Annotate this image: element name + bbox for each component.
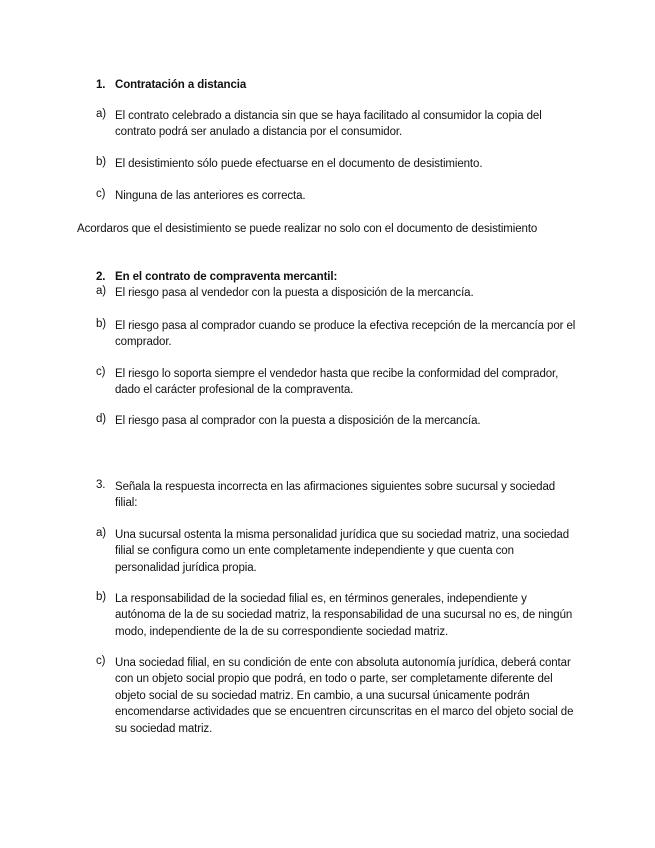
option-text: El riesgo pasa al comprador cuando se produce la efectiva recepción de la mercancía por el comprador. — [115, 320, 576, 349]
option-label: c) — [96, 655, 106, 667]
question-1-option-a — [96, 108, 576, 142]
option-label: b) — [96, 591, 107, 603]
question-1-title: Contratación a distancia — [115, 79, 247, 91]
question-1-note: Acordaros que el desistimiento se puede realizar no solo con el documento de desistimiento — [77, 223, 538, 235]
question-2-option-d — [96, 413, 576, 431]
option-text: La responsabilidad de la sociedad filial es, en términos generales, independiente y autónoma de la de su sociedad matriz, la responsabilidad de una sucursal no es, de ningún modo, independiente de la de su correspondiente sociedad matriz. — [115, 593, 573, 638]
option-text: El contrato celebrado a distancia sin que se haya facilitado al consumidor la copia del contrato podrá ser anulado a distancia por el consumidor. — [115, 110, 542, 139]
option-label: a) — [96, 285, 107, 297]
question-2-option-c — [96, 366, 576, 400]
option-label: b) — [96, 318, 107, 330]
question-3-option-a — [96, 527, 576, 577]
option-text: El riesgo pasa al vendedor con la puesta a disposición de la mercancía. — [115, 287, 474, 299]
option-label: b) — [96, 156, 107, 168]
question-1-option-c — [96, 188, 576, 206]
option-label: a) — [96, 108, 107, 120]
option-label: d) — [96, 413, 107, 425]
question-3-title: Señala la respuesta incorrecta en las afirmaciones siguientes sobre sucursal y sociedad filial: — [115, 481, 556, 510]
option-text: Una sociedad filial, en su condición de ente con absoluta autonomía jurídica, deberá contar con un objeto social propio que podrá, en todo o parte, ser completamente diferente del objeto social de su sociedad matriz. En cambio, a una sucursal únicamente podrán encomendarse actividades que se encuentren circunscritas en el marco del objeto social de su sociedad matriz. — [115, 657, 574, 735]
option-text: El riesgo pasa al comprador con la puesta a disposición de la mercancía. — [115, 415, 481, 427]
question-3-number: 3. — [96, 479, 106, 491]
question-1-number: 1. — [96, 79, 106, 91]
question-1-option-b — [96, 156, 576, 174]
option-text: Una sucursal ostenta la misma personalidad jurídica que su sociedad matriz, una sociedad filial se configura como un ente completamente independiente y que cuenta con personalidad jurídica propia. — [115, 529, 570, 574]
question-2-number: 2. — [96, 271, 106, 283]
option-text: Ninguna de las anteriores es correcta. — [115, 190, 306, 202]
question-2-title: En el contrato de compraventa mercantil: — [115, 271, 338, 283]
option-label: c) — [96, 188, 106, 200]
question-3-option-c — [96, 655, 576, 739]
question-2-option-a — [96, 285, 576, 303]
option-label: c) — [96, 366, 106, 378]
option-label: a) — [96, 527, 107, 539]
option-text: El desistimiento sólo puede efectuarse en el documento de desistimiento. — [115, 158, 483, 170]
question-3-option-b — [96, 591, 576, 641]
question-2-option-b — [96, 318, 576, 352]
option-text: El riesgo lo soporta siempre el vendedor hasta que recibe la conformidad del comprador, dado el carácter profesional de la compraventa. — [115, 368, 559, 397]
question-3-header — [96, 479, 576, 513]
